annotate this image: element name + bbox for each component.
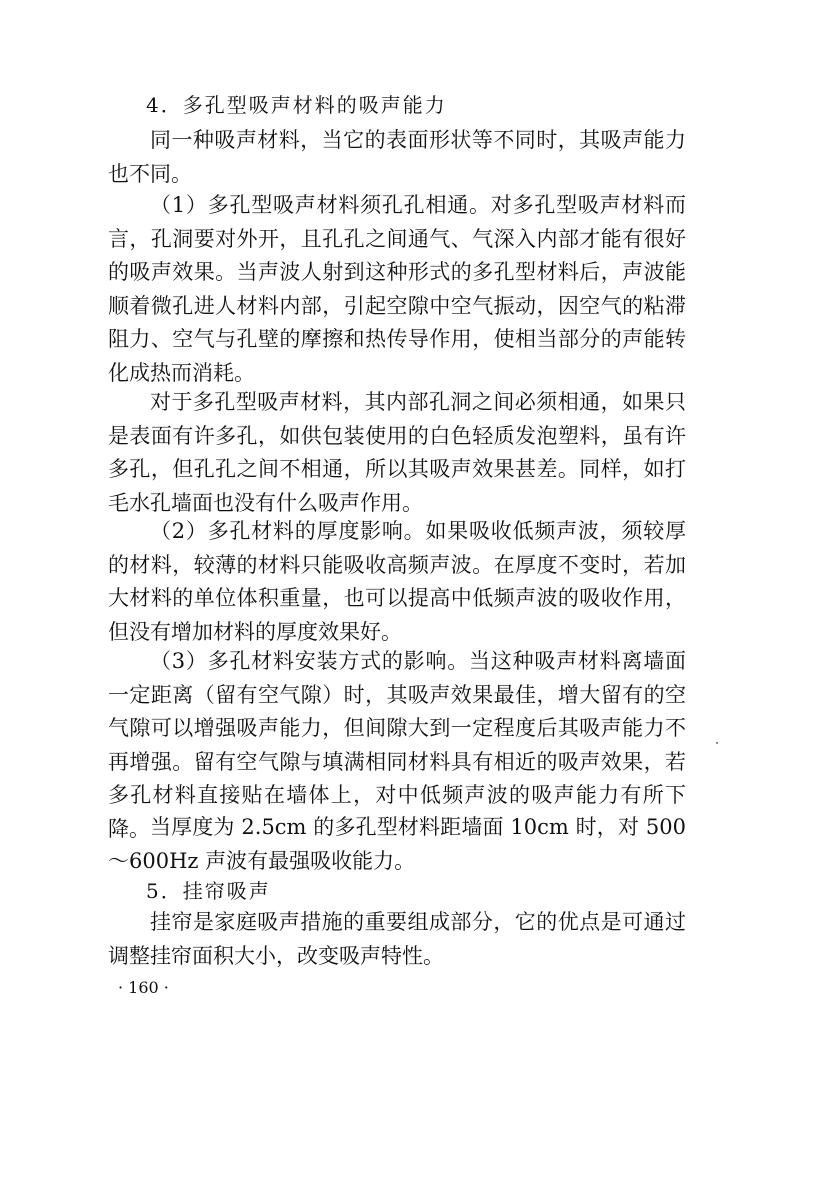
- section-heading-5: 5．挂帘吸声: [146, 879, 271, 903]
- paragraph-closed-pores: 对于多孔型吸声材料，其内部孔洞之间必须相通，如果只是表面有许多孔，如供包装使用的白色轻质发泡塑料，虽有许多孔，但孔孔之间不相通，所以其吸声效果甚差。同样，如打毛水孔墙面也没有什么吸声作用。: [108, 390, 686, 515]
- paragraph-curtain: 挂帘是家庭吸声措施的重要组成部分，它的优点是可通过调整挂帘面积大小，改变吸声特性。: [108, 910, 686, 968]
- page-number: · 160 ·: [118, 978, 169, 997]
- scan-speck: [716, 742, 718, 744]
- paragraph-intro: 同一种吸声材料，当它的表面形状等不同时，其吸声能力也不同。: [108, 128, 686, 186]
- paragraph-item-1: （1）多孔型吸声材料须孔孔相通。对多孔型吸声材料而言，孔洞要对外开，且孔孔之间通气、气深入内部才能有很好的吸声效果。当声波人射到这种形式的多孔型材料后，声波能顺着微孔进人材料内部，引起空隙中空气振动，因空气的粘滞阻力、空气与孔壁的摩擦和热传导作用，使相当部分的声能转化成热而消耗。: [108, 193, 686, 385]
- paragraph-thickness-note: 当厚度为 2.5cm 的多孔型材料距墙面 10cm 时，对 500～600Hz 声波有最强吸收能力。: [108, 815, 686, 873]
- paragraph-item-3: （3）多孔材料安装方式的影响。当这种吸声材料离墙面一定距离（留有空气隙）时，其吸声效果最佳，增大留有的空气隙可以增强吸声能力，但间隙大到一定程度后其吸声能力不再增强。留有空气隙与填满相同材料具有相近的吸声效果，若多孔材料直接贴在墙体上，对中低频声波的吸声能力有所下降。: [108, 649, 686, 841]
- section-heading-4: 4．多孔型吸声材料的吸声能力: [146, 93, 447, 117]
- paragraph-item-2: （2）多孔材料的厚度影响。如果吸收低频声波，须较厚的材料，较薄的材料只能吸收高频声波。在厚度不变时，若加大材料的单位体积重量，也可以提高中低频声波的吸收作用，但没有增加材料的厚度效果好。: [108, 519, 686, 644]
